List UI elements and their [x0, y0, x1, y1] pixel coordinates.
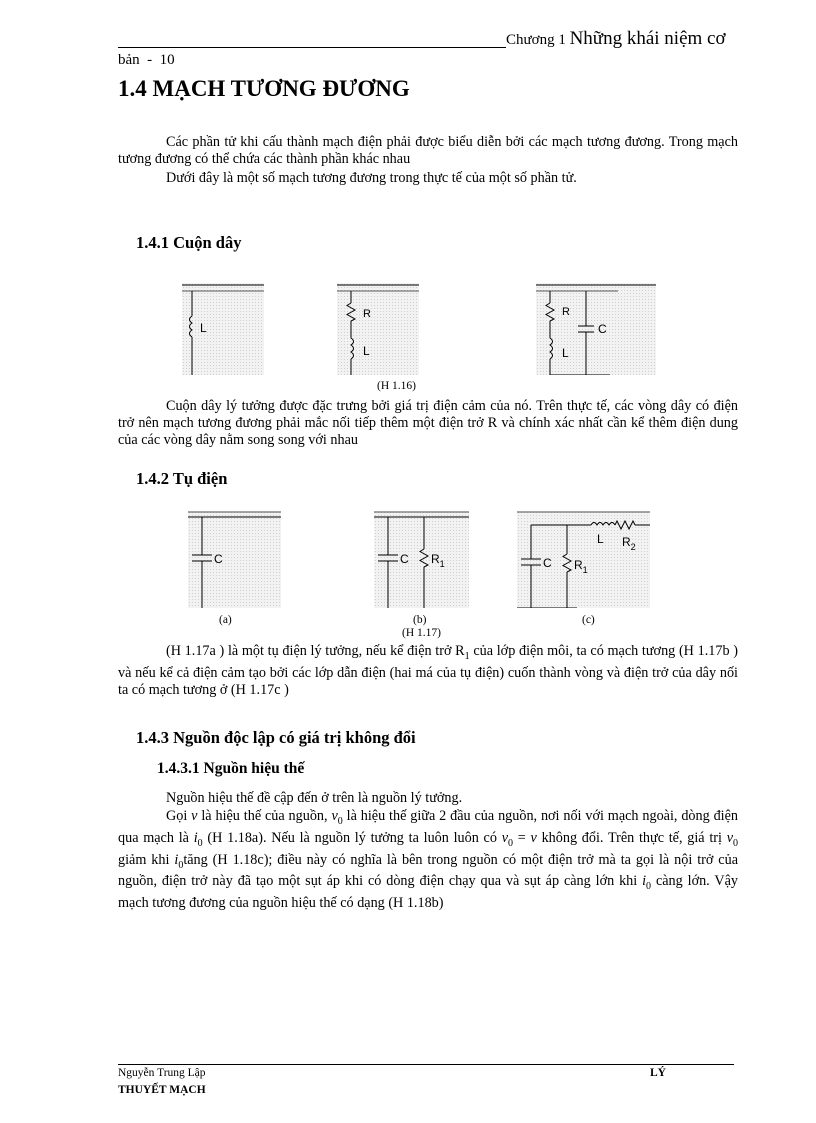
figure-inductor-rl [337, 283, 419, 375]
footer-rule [118, 1064, 734, 1065]
vs-var-v0: v [726, 829, 733, 846]
subcaption-b: (b) [413, 614, 427, 626]
figure-inductor-rlc [536, 283, 656, 375]
label-R: R [363, 308, 371, 320]
vs-text-6: giảm khi [118, 851, 175, 868]
inductor-ideal-circuit [182, 283, 264, 375]
label-R1 [574, 558, 588, 575]
label-R1-subscript: 1 [582, 565, 588, 575]
label-C: C [400, 552, 409, 566]
vs-text-8: càng lớn. Vậy mạch tương đương của nguồn hiệu thế có dạng (H 1.18b) [118, 873, 738, 912]
chapter-prefix: Chương 1 [506, 32, 570, 48]
vs-sub-0: 0 [508, 837, 514, 849]
subcaption-c: (c) [582, 614, 595, 626]
label-R1-subscript: 1 [439, 559, 445, 569]
inductor-rl-circuit [337, 283, 419, 375]
capacitor-ideal-circuit [188, 511, 281, 608]
label-L: L [597, 532, 604, 546]
running-header [506, 28, 726, 50]
inductor-paragraph: Cuộn dây lý tưởng được đặc trưng bởi giá trị điện cảm của nó. Trên thực tế, các vòng dây có điện trở nên mạch tương đương phải mắc nối tiếp thêm một điện trở R và chính xác nhất cần kể thêm điện dung của các vòng dây nằm song song với nhau [118, 398, 738, 448]
label-L: L [562, 346, 569, 360]
figure-caption-h117: (H 1.17) [402, 627, 441, 639]
vs-var-v: v [530, 829, 537, 846]
voltage-source-paragraph-2 [118, 808, 738, 912]
capacitor-rlc-circuit [517, 511, 650, 608]
footer-ly: LÝ [650, 1067, 666, 1079]
capacitor-subscript: 1 [464, 650, 470, 662]
heading-1-4-1: 1.4.1 Cuộn dây [136, 233, 242, 252]
capacitor-paragraph [118, 643, 738, 699]
capacitor-text-2: của lớp điện môi, ta có mạch tương (H 1.17b ) và nếu kể cả điện cảm tạo bởi các lớp dẫn điện (hai má của tụ điện) cuốn thành vòng và điện trở của dây nối ta có mạch tương ở (H 1.17c ) [118, 643, 738, 698]
vs-text-1: Gọi [166, 808, 192, 824]
label-L: L [200, 321, 207, 335]
heading-1-4-3: 1.4.3 Nguồn độc lập có giá trị không đổi [136, 728, 416, 747]
vs-var-v0: v [501, 829, 509, 846]
figure-inductor-ideal [182, 283, 264, 375]
vs-var-i0: i [193, 829, 198, 846]
heading-1-4-3-1: 1.4.3.1 Nguồn hiệu thế [157, 760, 305, 777]
vs-text-2: là hiệu thế của nguồn, [197, 808, 332, 824]
label-R: R [562, 306, 570, 318]
label-C: C [214, 552, 223, 566]
vs-text-3: là hiệu thế giữa 2 đầu của nguồn, nơi nối với mạch ngoài, dòng điện qua mạch là [118, 808, 739, 846]
label-R2-subscript: 2 [630, 542, 636, 552]
intro-paragraph-1: Các phần tử khi cấu thành mạch điện phải được biểu diễn bởi các mạch tương đương. Trong mạch tương đương có thể chứa các thành phần khác nhau [118, 134, 738, 167]
label-L: L [363, 344, 370, 358]
vs-var-i0: i [174, 851, 179, 868]
figure-capacitor-rc [374, 511, 469, 608]
label-R1-letter: R [431, 552, 440, 566]
vs-sub-0: 0 [178, 859, 184, 871]
vs-sub-0: 0 [337, 815, 343, 827]
footer-author: Nguyễn Trung Lập [118, 1067, 206, 1079]
heading-1-4-2: 1.4.2 Tụ điện [136, 469, 228, 488]
section-title: 1.4 MẠCH TƯƠNG ĐƯƠNG [118, 76, 410, 101]
vs-text-7: tăng (H 1.18c); điều này có nghĩa là bên trong nguồn có một điện trở mà ta gọi là nội trở của nguồn, điện trở này đã tạo một sụt áp khi có dòng điện chạy qua và sụt áp càng lớn khi [118, 851, 738, 890]
vs-sub-0: 0 [733, 837, 738, 849]
vs-text-4: (H 1.18a). Nếu là nguồn lý tưởng ta luôn luôn có [202, 829, 502, 846]
vs-var-i0: i [642, 873, 647, 890]
chapter-title: Những khái niệm cơ [569, 28, 726, 49]
label-C: C [543, 556, 552, 570]
voltage-source-paragraph-1: Nguồn hiệu thế đề cập đến ở trên là nguồn lý tưởng. [166, 790, 463, 806]
vs-text-5: không đổi. Trên thực tế, giá trị [536, 829, 727, 846]
vs-var-v: v [191, 808, 198, 824]
vs-equals: = [513, 829, 531, 846]
capacitor-rc-circuit [374, 511, 469, 608]
figure-caption-h116: (H 1.16) [377, 380, 416, 392]
intro-paragraph-2: Dưới đây là một số mạch tương đương trong thực tế của một số phần tử. [166, 170, 577, 186]
label-R1 [431, 552, 445, 569]
inductor-rlc-circuit [536, 283, 656, 375]
vs-sub-0: 0 [197, 837, 203, 849]
header-rule [118, 47, 506, 48]
label-R2-letter: R [622, 535, 631, 549]
figure-capacitor-ideal [188, 511, 281, 608]
vs-var-v0: v [331, 808, 338, 824]
label-R1-letter: R [574, 558, 583, 572]
vs-sub-0: 0 [646, 881, 652, 893]
subcaption-a: (a) [219, 614, 232, 626]
label-C: C [598, 322, 607, 336]
page-number-line: bản - 10 [118, 52, 175, 68]
label-R2 [622, 535, 636, 552]
capacitor-text-1: (H 1.17a ) là một tụ điện lý tưởng, nếu kể điện trở R [166, 643, 465, 659]
footer-book-title: THUYẾT MẠCH [118, 1084, 206, 1096]
figure-capacitor-rlc [517, 511, 650, 608]
